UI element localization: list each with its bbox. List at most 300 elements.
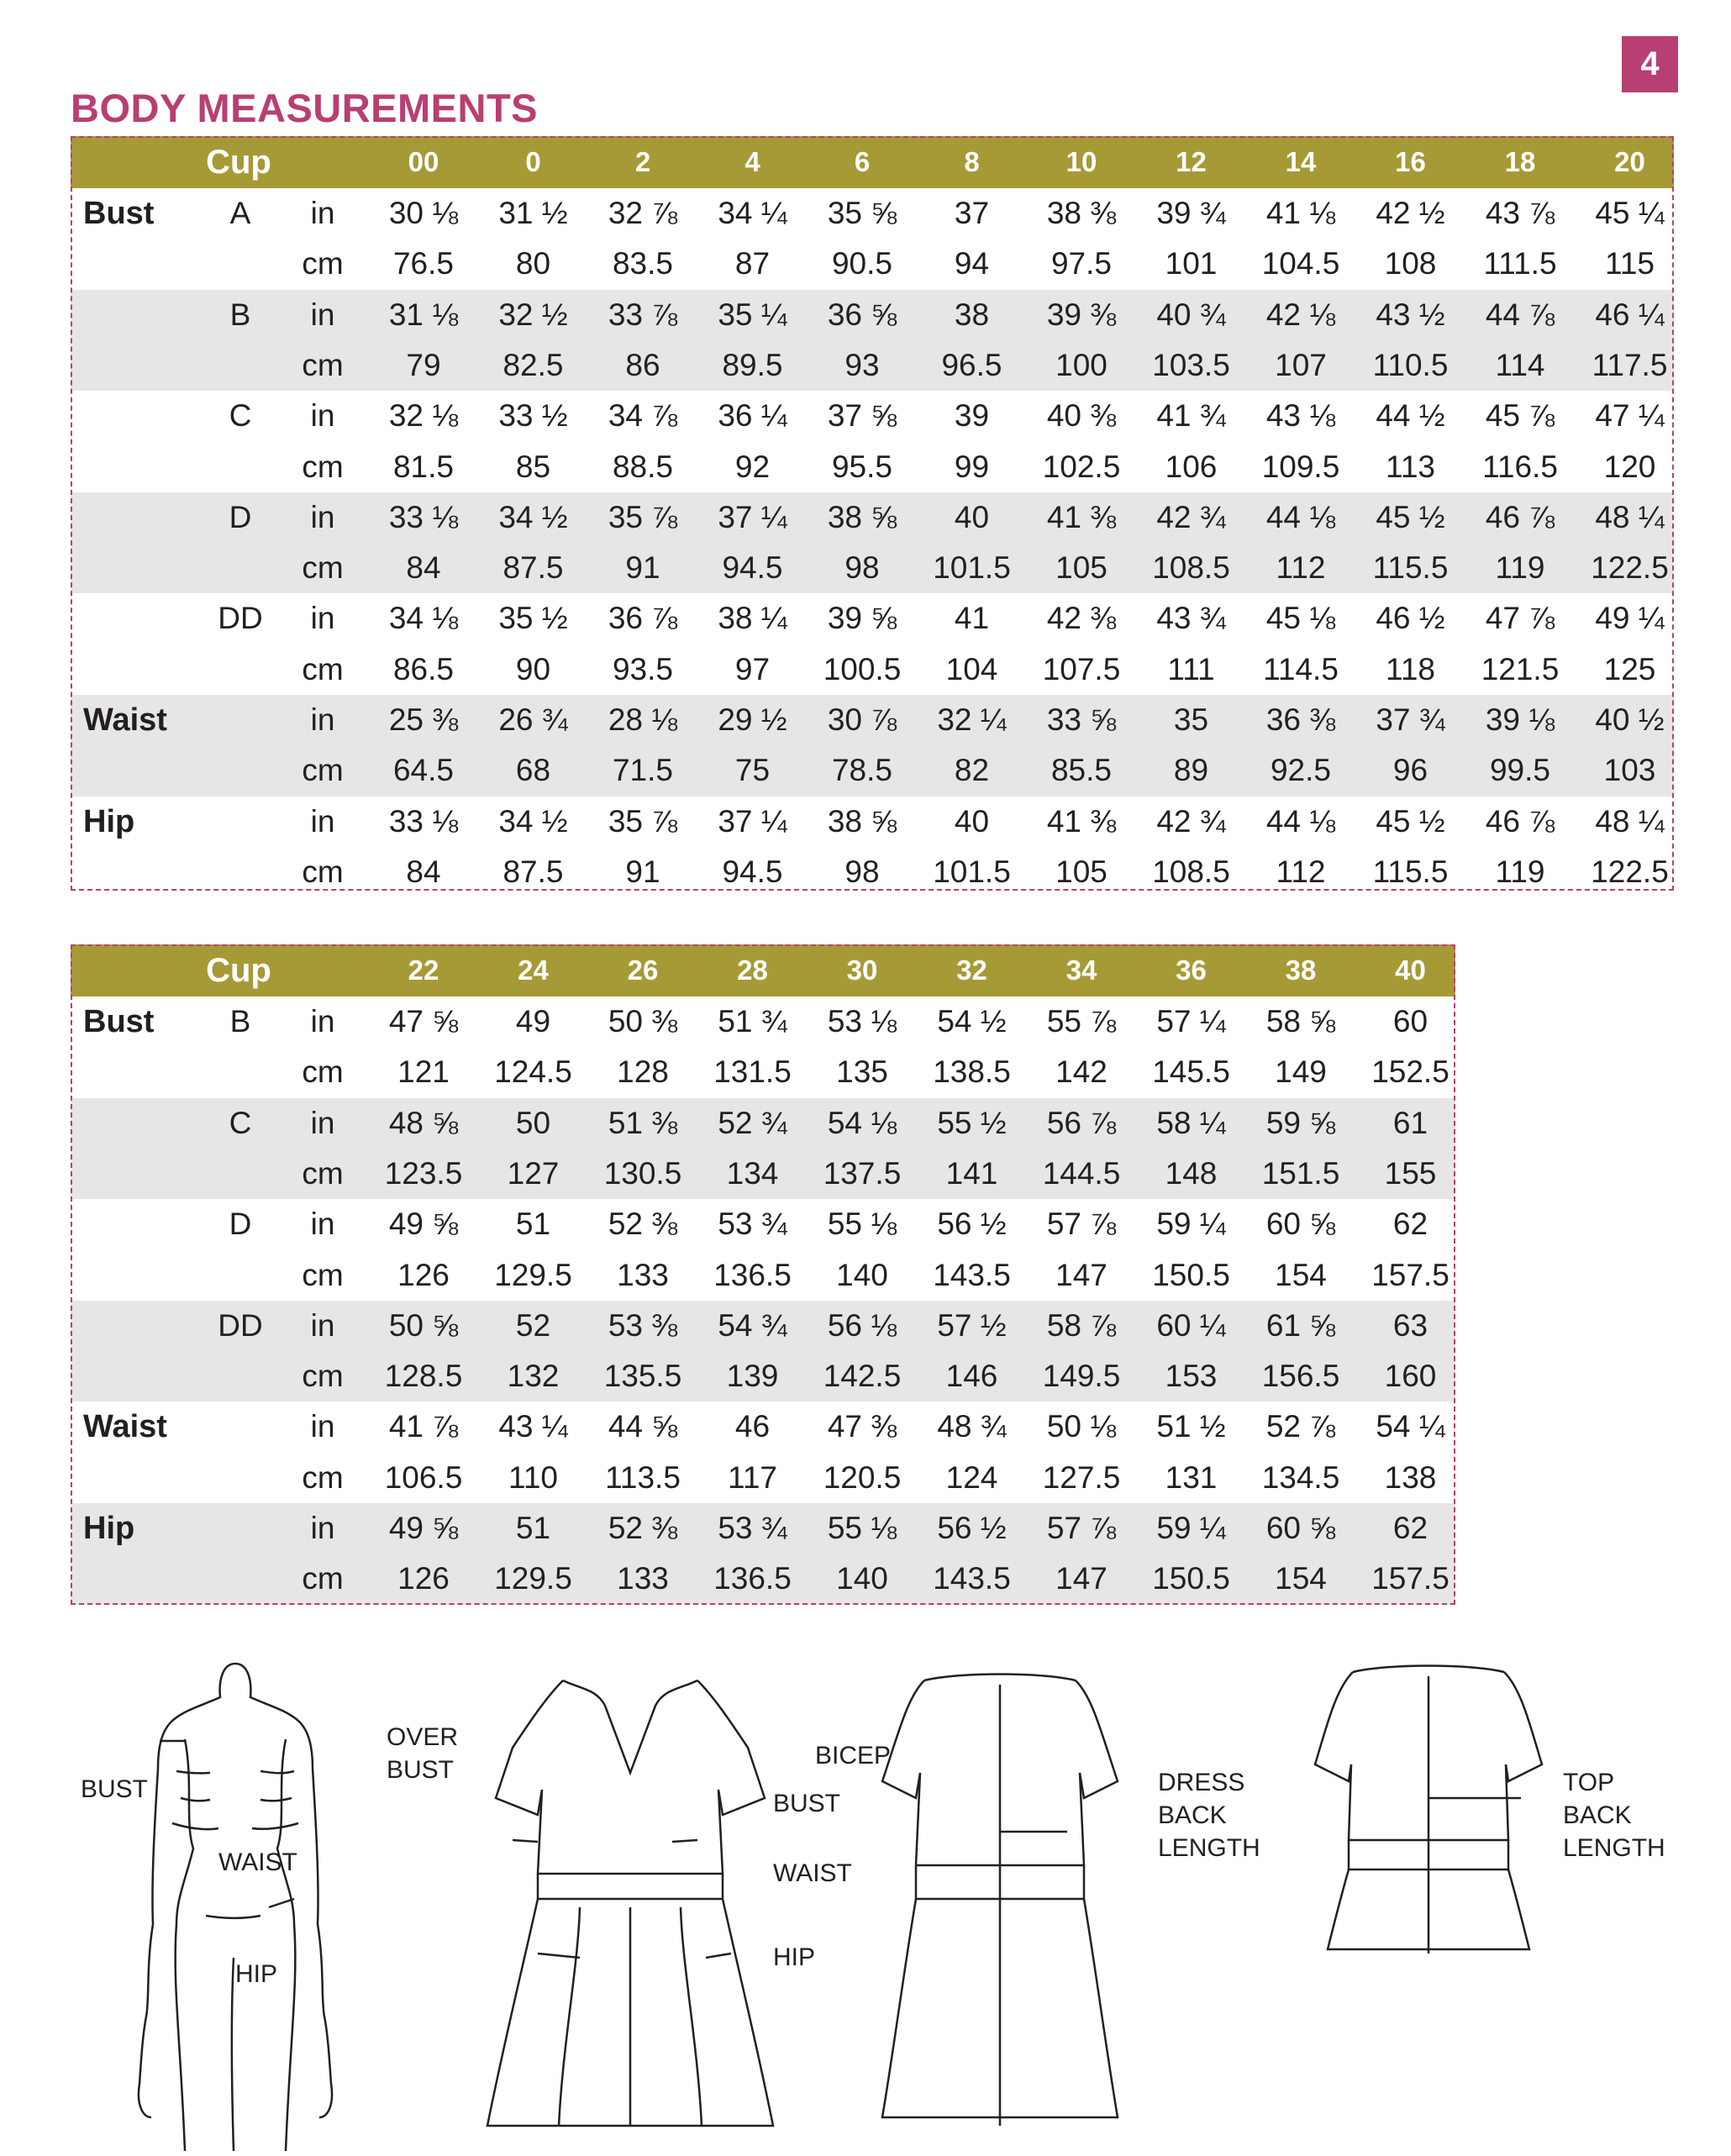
table-cell: 91 bbox=[625, 854, 660, 889]
table-cell: 87.5 bbox=[502, 550, 564, 586]
table-cell: 47 ¼ bbox=[1595, 398, 1665, 434]
table-cell: 129.5 bbox=[494, 1561, 572, 1596]
table-cell: 37 bbox=[954, 196, 990, 230]
table-cell: 50 ⅜ bbox=[608, 1004, 678, 1039]
table-cell: 149.5 bbox=[1042, 1359, 1121, 1394]
top-back-figure bbox=[1302, 1664, 1555, 1966]
label-waist-body: WAIST bbox=[218, 1848, 297, 1876]
unit-label: cm bbox=[302, 550, 344, 586]
table-cell: 116.5 bbox=[1482, 449, 1558, 484]
table-cell: 71.5 bbox=[612, 753, 673, 788]
table-cell: 125 bbox=[1603, 651, 1656, 686]
table-cell: 135.5 bbox=[603, 1359, 682, 1394]
table-cell: 51 bbox=[515, 1511, 551, 1545]
table-cell: 46 bbox=[734, 1409, 771, 1444]
table-cell: 52 ⅜ bbox=[608, 1207, 678, 1242]
table-cell: 89 bbox=[1173, 753, 1209, 788]
table-cell: 35 ⅞ bbox=[608, 499, 678, 534]
table-cell: 57 ½ bbox=[937, 1307, 1007, 1343]
table-cell: 54 ½ bbox=[937, 1004, 1007, 1039]
unit-label: cm bbox=[302, 1359, 344, 1394]
unit-label: cm bbox=[302, 347, 344, 382]
table-cell: 63 bbox=[1392, 1307, 1428, 1343]
table-cell: 36 ¼ bbox=[718, 398, 787, 434]
table-cell: 83.5 bbox=[612, 246, 673, 281]
table-cell: 115 bbox=[1605, 246, 1655, 281]
table-cell: 96.5 bbox=[941, 347, 1002, 382]
header-size: 18 bbox=[1504, 146, 1536, 177]
table-cell: 51 ¾ bbox=[718, 1004, 787, 1039]
table-cell: 43 ⅞ bbox=[1485, 196, 1555, 230]
table-cell: 62 bbox=[1392, 1207, 1428, 1242]
table-cell: 48 ¼ bbox=[1595, 499, 1665, 534]
unit-label: in bbox=[310, 499, 335, 534]
table-cell: 92 bbox=[734, 449, 771, 484]
table-cell: 88.5 bbox=[612, 449, 673, 484]
table-cell: 139 bbox=[726, 1359, 779, 1394]
table-cell: 53 ⅛ bbox=[827, 1004, 897, 1039]
table-cell: 122.5 bbox=[1591, 550, 1669, 586]
table-cell: 57 ⅞ bbox=[1046, 1207, 1117, 1242]
table-cell: 29 ½ bbox=[718, 702, 787, 737]
table-cell: 37 ¼ bbox=[718, 499, 787, 534]
table-cell: 101.5 bbox=[933, 550, 1011, 586]
table-cell: 46 ⅞ bbox=[1485, 803, 1555, 839]
table-cell: 148 bbox=[1165, 1155, 1218, 1191]
header-size: 16 bbox=[1395, 146, 1426, 177]
table-cell: 87 bbox=[734, 246, 771, 281]
table-cell: 43 ⅛ bbox=[1265, 398, 1336, 434]
table-cell: 76.5 bbox=[392, 246, 454, 281]
table-cell: 56 ⅛ bbox=[827, 1307, 897, 1343]
table-cell: 55 ½ bbox=[937, 1105, 1007, 1140]
table-cell: 41 bbox=[954, 601, 990, 636]
unit-label: cm bbox=[302, 651, 344, 686]
table-cell: 58 ⅞ bbox=[1046, 1307, 1117, 1343]
table-cell: 78.5 bbox=[831, 753, 892, 788]
table-cell: 133 bbox=[617, 1561, 669, 1596]
table-cell: 48 ¼ bbox=[1595, 803, 1665, 839]
table-cell: 55 ⅛ bbox=[827, 1207, 897, 1242]
dress-front-figure bbox=[479, 1672, 781, 2143]
table-cell: 34 ⅞ bbox=[608, 398, 678, 434]
table-cell: 42 ¾ bbox=[1156, 499, 1226, 534]
table-cell: 49 ⅝ bbox=[388, 1207, 459, 1242]
table-cell: 49 ¼ bbox=[1595, 601, 1665, 636]
header-size: 8 bbox=[964, 146, 980, 177]
cup-letter: C bbox=[229, 1105, 252, 1140]
table-cell: 115.5 bbox=[1372, 550, 1449, 586]
table-cell: 108.5 bbox=[1152, 550, 1230, 586]
table-cell: 140 bbox=[836, 1257, 888, 1292]
table-cell: 104.5 bbox=[1261, 246, 1340, 281]
table-cell: 60 bbox=[1392, 1004, 1428, 1039]
table-cell: 107.5 bbox=[1042, 651, 1121, 686]
table-cell: 41 ⅛ bbox=[1265, 196, 1336, 230]
table-cell: 60 ⅝ bbox=[1265, 1207, 1336, 1242]
table-cell: 131.5 bbox=[713, 1054, 792, 1090]
table-cell: 94.5 bbox=[722, 550, 783, 586]
table-cell: 99.5 bbox=[1489, 753, 1550, 788]
table-cell: 35 bbox=[1173, 702, 1209, 737]
table-cell: 44 ⅛ bbox=[1265, 803, 1336, 839]
cup-letter: DD bbox=[218, 601, 263, 636]
unit-label: in bbox=[310, 1004, 335, 1039]
table-cell: 45 ½ bbox=[1376, 803, 1445, 839]
table-cell: 38 bbox=[954, 297, 990, 332]
table-cell: 145.5 bbox=[1152, 1054, 1230, 1090]
table-cell: 110.5 bbox=[1372, 347, 1449, 382]
table-cell: 94.5 bbox=[722, 854, 783, 889]
table-cell: 37 ⅝ bbox=[827, 398, 897, 434]
table-cell: 81.5 bbox=[392, 449, 454, 484]
table-cell: 124 bbox=[945, 1459, 998, 1495]
table-cell: 103 bbox=[1603, 753, 1656, 788]
table-cell: 112 bbox=[1276, 550, 1326, 586]
table-cell: 36 ⅜ bbox=[1265, 702, 1336, 737]
table-cell: 62 bbox=[1392, 1511, 1428, 1545]
table-cell: 44 ⅝ bbox=[608, 1409, 678, 1444]
table-cell: 101 bbox=[1165, 246, 1218, 281]
unit-label: cm bbox=[302, 449, 344, 484]
table-cell: 128.5 bbox=[384, 1359, 463, 1394]
table-cell: 157.5 bbox=[1371, 1561, 1450, 1596]
table-cell: 160 bbox=[1384, 1359, 1437, 1394]
table-cell: 39 ¾ bbox=[1156, 196, 1226, 230]
header-cup: Cup bbox=[206, 952, 271, 989]
header-size: 4 bbox=[744, 146, 760, 177]
table-cell: 59 ¼ bbox=[1156, 1511, 1226, 1545]
table-cell: 75 bbox=[734, 753, 771, 788]
table-cell: 154 bbox=[1275, 1257, 1327, 1292]
table-cell: 142.5 bbox=[823, 1359, 902, 1394]
table-cell: 93.5 bbox=[612, 651, 673, 686]
table-cell: 52 ⅞ bbox=[1265, 1409, 1336, 1444]
table-cell: 53 ⅜ bbox=[608, 1307, 678, 1343]
table-cell: 119 bbox=[1495, 550, 1545, 586]
table-cell: 39 ⅝ bbox=[827, 601, 897, 636]
table-cell: 98 bbox=[844, 550, 880, 586]
cup-letter: A bbox=[229, 196, 251, 230]
table-cell: 49 bbox=[515, 1004, 551, 1039]
table-cell: 33 ½ bbox=[498, 398, 568, 434]
table-cell: 45 ⅛ bbox=[1265, 601, 1336, 636]
table-cell: 58 ⅝ bbox=[1265, 1004, 1336, 1039]
unit-label: cm bbox=[302, 1054, 344, 1090]
table-cell: 134 bbox=[726, 1155, 779, 1191]
table-cell: 98 bbox=[844, 854, 880, 889]
table-cell: 108.5 bbox=[1152, 854, 1230, 889]
cup-letter: D bbox=[229, 499, 252, 534]
label-over-bust: OVER BUST bbox=[387, 1723, 459, 1784]
table-cell: 50 ⅝ bbox=[388, 1307, 459, 1343]
table-cell: 128 bbox=[617, 1054, 669, 1090]
table-cell: 117.5 bbox=[1592, 347, 1668, 382]
table-cell: 153 bbox=[1165, 1359, 1218, 1394]
table-cell: 42 ⅜ bbox=[1046, 601, 1117, 636]
table-cell: 85.5 bbox=[1050, 753, 1112, 788]
table-cell: 146 bbox=[945, 1359, 998, 1394]
unit-label: cm bbox=[302, 1257, 344, 1292]
table-cell: 52 ¾ bbox=[718, 1105, 787, 1140]
table-cell: 36 ⅝ bbox=[827, 297, 897, 332]
table-cell: 151.5 bbox=[1261, 1155, 1340, 1191]
table-cell: 45 ¼ bbox=[1595, 196, 1665, 230]
table-cell: 110 bbox=[508, 1459, 558, 1495]
unit-label: cm bbox=[302, 1561, 344, 1596]
table-cell: 138.5 bbox=[933, 1054, 1011, 1090]
table-cell: 43 ¾ bbox=[1156, 601, 1226, 636]
unit-label: in bbox=[310, 1409, 335, 1444]
table-cell: 152.5 bbox=[1371, 1054, 1450, 1090]
table-cell: 50 bbox=[515, 1105, 551, 1140]
page-title: BODY MEASUREMENTS bbox=[71, 86, 539, 130]
table-cell: 82.5 bbox=[502, 347, 564, 382]
table-cell: 40 ¾ bbox=[1156, 297, 1226, 332]
table-cell: 54 ¾ bbox=[718, 1307, 787, 1343]
table-cell: 106.5 bbox=[384, 1459, 463, 1495]
table-cell: 30 ⅞ bbox=[827, 702, 897, 737]
table-cell: 68 bbox=[515, 753, 551, 788]
label-waist-dress: WAIST bbox=[773, 1859, 852, 1887]
table-cell: 85 bbox=[515, 449, 551, 484]
row-label: Waist bbox=[83, 702, 167, 738]
cup-letter: D bbox=[229, 1207, 252, 1242]
table-cell: 80 bbox=[515, 246, 551, 281]
unit-label: in bbox=[310, 1511, 335, 1545]
table-cell: 49 ⅝ bbox=[388, 1511, 459, 1545]
table-cell: 53 ¾ bbox=[718, 1511, 787, 1545]
table-cell: 135 bbox=[836, 1054, 888, 1090]
table-cell: 25 ⅜ bbox=[388, 702, 459, 737]
table-cell: 48 ¾ bbox=[937, 1409, 1007, 1444]
unit-label: cm bbox=[302, 1155, 344, 1191]
table-cell: 54 ¼ bbox=[1376, 1409, 1445, 1444]
table-cell: 108 bbox=[1384, 246, 1437, 281]
table-cell: 47 ⅜ bbox=[827, 1409, 897, 1444]
table-cell: 57 ¼ bbox=[1156, 1004, 1226, 1039]
table-cell: 119 bbox=[1495, 854, 1545, 889]
table-cell: 99 bbox=[954, 449, 990, 484]
table-cell: 50 ⅛ bbox=[1046, 1409, 1117, 1444]
table-cell: 156.5 bbox=[1261, 1359, 1340, 1394]
table-cell: 120.5 bbox=[823, 1459, 902, 1495]
table-cell: 40 ⅜ bbox=[1046, 398, 1117, 434]
table-cell: 122.5 bbox=[1591, 854, 1669, 889]
label-bust-dress: BUST bbox=[773, 1790, 841, 1817]
table-cell: 32 ⅞ bbox=[608, 196, 678, 230]
label-bust-body: BUST bbox=[81, 1775, 149, 1803]
table-cell: 26 ¾ bbox=[498, 702, 568, 737]
table-cell: 114 bbox=[1495, 347, 1545, 382]
table-cell: 47 ⅝ bbox=[388, 1004, 459, 1039]
table-cell: 141 bbox=[945, 1155, 998, 1191]
table-cell: 37 ¼ bbox=[718, 803, 787, 839]
table-cell: 42 ½ bbox=[1376, 196, 1445, 230]
table-cell: 94 bbox=[954, 246, 990, 281]
table-cell: 113 bbox=[1386, 449, 1435, 484]
table-cell: 51 bbox=[515, 1207, 551, 1242]
table-cell: 79 bbox=[406, 347, 441, 382]
table-cell: 46 ½ bbox=[1376, 601, 1445, 636]
unit-label: cm bbox=[302, 1459, 344, 1495]
header-size: 24 bbox=[518, 954, 549, 986]
table-cell: 115.5 bbox=[1372, 854, 1449, 889]
table-cell: 51 ½ bbox=[1156, 1409, 1226, 1444]
table-cell: 143.5 bbox=[933, 1257, 1011, 1292]
table-cell: 52 ⅜ bbox=[608, 1511, 678, 1545]
table-cell: 36 ⅞ bbox=[608, 601, 678, 636]
unit-label: in bbox=[310, 702, 335, 737]
label-hip-body: HIP bbox=[235, 1960, 278, 1988]
table-cell: 109.5 bbox=[1261, 449, 1340, 484]
table-cell: 147 bbox=[1055, 1257, 1108, 1292]
table-cell: 143.5 bbox=[933, 1561, 1011, 1596]
table-cell: 33 ⅛ bbox=[388, 499, 459, 534]
label-hip-dress: HIP bbox=[773, 1943, 816, 1971]
table-cell: 42 ⅛ bbox=[1265, 297, 1336, 332]
table-cell: 32 ⅛ bbox=[388, 398, 459, 434]
table-cell: 45 ⅞ bbox=[1485, 398, 1555, 434]
table-cell: 44 ⅞ bbox=[1485, 297, 1555, 332]
size-table-1 bbox=[71, 136, 1674, 891]
cup-letter: B bbox=[229, 297, 251, 332]
row-label: Hip bbox=[83, 1511, 135, 1546]
table-cell: 106 bbox=[1165, 449, 1218, 484]
table-cell: 43 ¼ bbox=[498, 1409, 568, 1444]
table-cell: 123.5 bbox=[384, 1155, 463, 1191]
table-cell: 107 bbox=[1275, 347, 1327, 382]
table-cell: 28 ⅛ bbox=[608, 702, 678, 737]
table-cell: 87.5 bbox=[502, 854, 564, 889]
header-size: 34 bbox=[1065, 954, 1097, 986]
table-cell: 44 ½ bbox=[1376, 398, 1445, 434]
table-cell: 30 ⅛ bbox=[388, 196, 459, 230]
table-cell: 47 ⅞ bbox=[1485, 601, 1555, 636]
unit-label: cm bbox=[302, 854, 344, 889]
label-bicep: BICEP bbox=[815, 1742, 892, 1769]
table-cell: 157.5 bbox=[1371, 1257, 1450, 1292]
header-size: 22 bbox=[408, 954, 439, 986]
header-size: 30 bbox=[846, 954, 878, 986]
row-label: Waist bbox=[83, 1409, 167, 1445]
measurement-figures bbox=[59, 1647, 1697, 2151]
header-size: 14 bbox=[1285, 146, 1317, 177]
table-cell: 34 ½ bbox=[498, 499, 568, 534]
table-cell: 38 ⅝ bbox=[827, 803, 897, 839]
table-cell: 102.5 bbox=[1042, 449, 1121, 484]
table-cell: 61 bbox=[1392, 1105, 1428, 1140]
table-cell: 32 ¼ bbox=[937, 702, 1007, 737]
table-cell: 35 ¼ bbox=[718, 297, 787, 332]
header-size: 20 bbox=[1614, 146, 1645, 177]
table-cell: 111 bbox=[1167, 651, 1215, 686]
table-cell: 140 bbox=[836, 1561, 888, 1596]
label-top-back-length: TOP BACK LENGTH bbox=[1563, 1769, 1665, 1862]
table-cell: 55 ⅞ bbox=[1046, 1004, 1117, 1039]
header-size: 00 bbox=[408, 146, 439, 177]
table-cell: 41 ⅜ bbox=[1046, 499, 1117, 534]
table-cell: 51 ⅜ bbox=[608, 1105, 678, 1140]
table-cell: 53 ¾ bbox=[718, 1207, 787, 1242]
table-cell: 34 ⅛ bbox=[388, 601, 459, 636]
unit-label: cm bbox=[302, 753, 344, 788]
table-cell: 58 ¼ bbox=[1156, 1105, 1226, 1140]
table-cell: 105 bbox=[1055, 854, 1108, 889]
table-cell: 150.5 bbox=[1152, 1257, 1230, 1292]
table-cell: 95.5 bbox=[831, 449, 892, 484]
table-cell: 82 bbox=[954, 753, 990, 788]
header-size: 2 bbox=[634, 146, 651, 177]
table-cell: 97 bbox=[734, 651, 771, 686]
table-cell: 64.5 bbox=[392, 753, 454, 788]
table-cell: 134.5 bbox=[1261, 1459, 1340, 1495]
header-size: 32 bbox=[956, 954, 987, 986]
table-cell: 105 bbox=[1055, 550, 1108, 586]
table-cell: 44 ⅛ bbox=[1265, 499, 1336, 534]
table-cell: 38 ⅜ bbox=[1046, 196, 1117, 230]
table-cell: 121 bbox=[397, 1054, 450, 1090]
table-cell: 155 bbox=[1384, 1155, 1437, 1191]
unit-label: in bbox=[310, 601, 335, 636]
table-cell: 86 bbox=[625, 347, 660, 382]
table-cell: 114.5 bbox=[1263, 651, 1339, 686]
row-label: Bust bbox=[83, 196, 155, 231]
header-size: 28 bbox=[737, 954, 768, 986]
table-cell: 127 bbox=[507, 1155, 560, 1191]
table-cell: 40 bbox=[954, 499, 990, 534]
table-cell: 92.5 bbox=[1270, 753, 1331, 788]
table-cell: 54 ⅛ bbox=[827, 1105, 897, 1140]
table-cell: 150.5 bbox=[1152, 1561, 1230, 1596]
table-cell: 60 ¼ bbox=[1156, 1307, 1226, 1343]
table-cell: 112 bbox=[1276, 854, 1326, 889]
table-cell: 59 ⅝ bbox=[1265, 1105, 1336, 1140]
table-cell: 96 bbox=[1392, 753, 1428, 788]
header-size: 26 bbox=[627, 954, 659, 986]
cup-letter: B bbox=[229, 1004, 251, 1039]
unit-label: in bbox=[310, 1207, 335, 1242]
table-cell: 117 bbox=[728, 1459, 777, 1495]
table-cell: 129.5 bbox=[494, 1257, 572, 1292]
table-cell: 32 ½ bbox=[498, 297, 568, 332]
table-cell: 90 bbox=[515, 651, 551, 686]
table-cell: 56 ½ bbox=[937, 1511, 1007, 1545]
table-cell: 33 ⅛ bbox=[388, 803, 459, 839]
cup-letter: DD bbox=[218, 1307, 263, 1343]
table-cell: 104 bbox=[945, 651, 998, 686]
header-size: 0 bbox=[525, 146, 541, 177]
table-cell: 40 ½ bbox=[1595, 702, 1665, 737]
header-size: 12 bbox=[1176, 146, 1207, 177]
unit-label: in bbox=[310, 1307, 335, 1343]
table-cell: 31 ½ bbox=[498, 196, 568, 230]
table-cell: 86.5 bbox=[392, 651, 454, 686]
unit-label: in bbox=[310, 297, 335, 332]
table-cell: 35 ½ bbox=[498, 601, 568, 636]
table-cell: 131 bbox=[1165, 1459, 1218, 1495]
table-cell: 120 bbox=[1603, 449, 1656, 484]
table-cell: 90.5 bbox=[831, 246, 892, 281]
table-cell: 132 bbox=[507, 1359, 560, 1394]
label-dress-back-length: DRESS BACK LENGTH bbox=[1158, 1769, 1260, 1862]
table-cell: 126 bbox=[397, 1257, 450, 1292]
table-cell: 38 ⅝ bbox=[827, 499, 897, 534]
table-cell: 127.5 bbox=[1042, 1459, 1121, 1495]
table-cell: 33 ⅝ bbox=[1046, 702, 1117, 737]
dress-back-figure bbox=[874, 1664, 1126, 2143]
table-cell: 39 ⅛ bbox=[1485, 702, 1555, 737]
